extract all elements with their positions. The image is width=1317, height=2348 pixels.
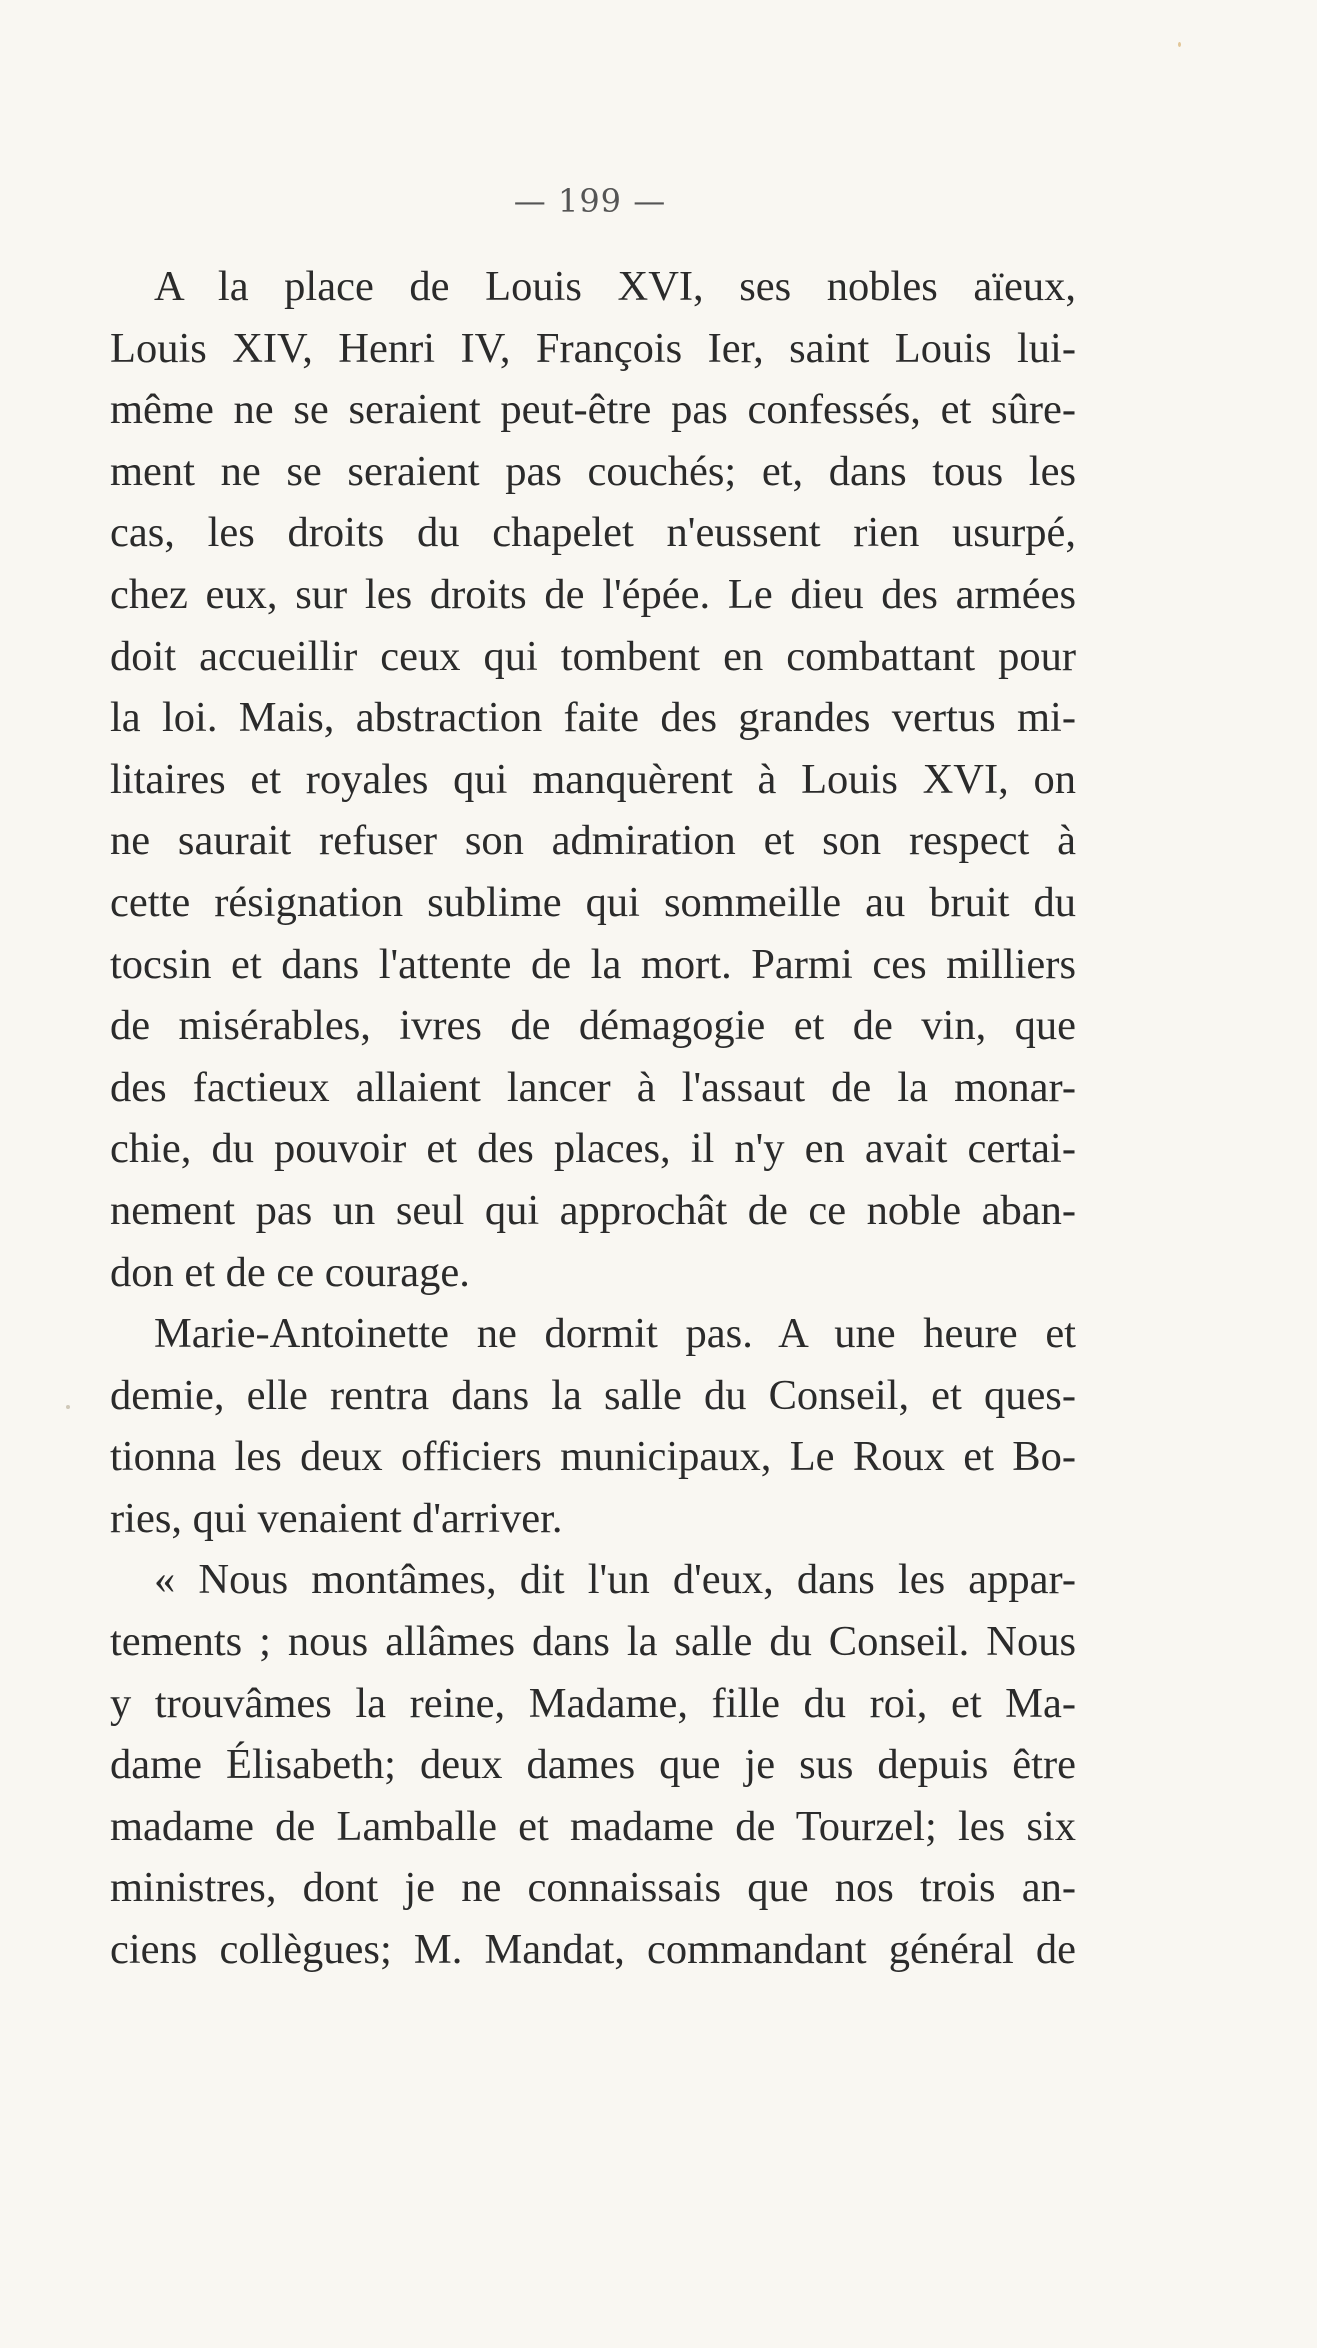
text-line: la loi. Mais, abstraction faite des grandes vertus mi- <box>110 694 1076 742</box>
page-number: — 199 — <box>513 182 667 220</box>
text-line: de misérables, ivres de démagogie et de vin, que <box>110 1002 1076 1050</box>
text-line: litaires et royales qui manquèrent à Louis XVI, on <box>110 755 1076 803</box>
text-line: ne saurait refuser son admiration et son respect à <box>110 817 1076 865</box>
text-line: tements ; nous allâmes dans la salle du Conseil. Nous <box>110 1618 1076 1666</box>
body-text <box>110 256 1076 1981</box>
paper-speck <box>1178 42 1181 47</box>
text-line: madame de Lamballe et madame de Tourzel; les six <box>110 1802 1076 1850</box>
text-line: ries, qui venaient d'arriver. <box>110 1494 563 1542</box>
text-line: y trouvâmes la reine, Madame, fille du roi, et Ma- <box>110 1679 1076 1727</box>
text-line: chie, du pouvoir et des places, il n'y en avait certai- <box>110 1125 1076 1173</box>
text-line: ciens collègues; M. Mandat, commandant général de <box>110 1926 1076 1974</box>
text-line: Louis XIV, Henri IV, François Ier, saint Louis lui- <box>110 324 1076 372</box>
text-line: tocsin et dans l'attente de la mort. Parmi ces milliers <box>110 940 1076 988</box>
text-line: dame Élisabeth; deux dames que je sus depuis être <box>110 1741 1076 1789</box>
text-line: chez eux, sur les droits de l'épée. Le dieu des armées <box>110 570 1076 618</box>
text-line: ministres, dont je ne connaissais que nos trois an- <box>110 1864 1076 1912</box>
text-line: des factieux allaient lancer à l'assaut de la monar- <box>110 1063 1076 1111</box>
text-line: doit accueillir ceux qui tombent en combattant pour <box>110 632 1076 680</box>
text-line: tionna les deux officiers municipaux, Le Roux et Bo- <box>110 1433 1076 1481</box>
text-line: nement pas un seul qui approchât de ce noble aban- <box>110 1186 1076 1234</box>
text-line: cette résignation sublime qui sommeille au bruit du <box>110 878 1076 926</box>
text-line: « Nous montâmes, dit l'un d'eux, dans les appar- <box>154 1556 1076 1604</box>
text-line: don et de ce courage. <box>110 1248 470 1296</box>
text-line: Marie-Antoinette ne dormit pas. A une heure et <box>154 1310 1076 1358</box>
text-line: même ne se seraient peut-être pas confessés, et sûre- <box>110 386 1076 434</box>
text-line: demie, elle rentra dans la salle du Conseil, et ques- <box>110 1371 1076 1419</box>
text-line: A la place de Louis XVI, ses nobles aïeux, <box>154 263 1076 310</box>
paper-speck <box>66 1405 70 1409</box>
text-line: ment ne se seraient pas couchés; et, dans tous les <box>110 447 1076 495</box>
text-line: cas, les droits du chapelet n'eussent rien usurpé, <box>110 509 1076 557</box>
